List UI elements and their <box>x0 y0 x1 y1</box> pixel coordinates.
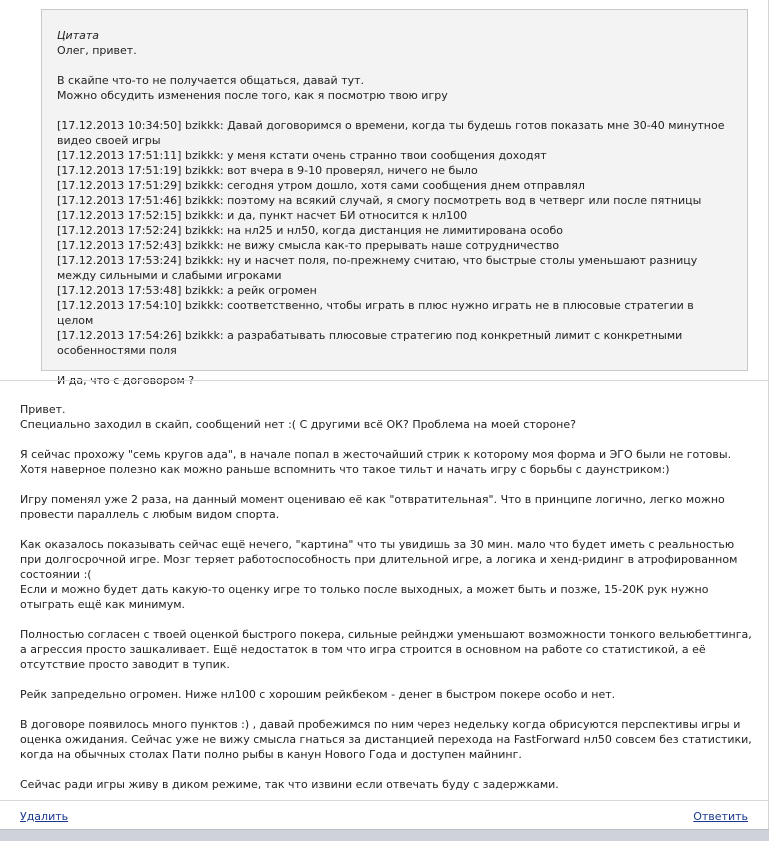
reply-paragraph <box>20 492 755 522</box>
quote-title: Цитата <box>57 29 99 42</box>
reply-line: В договоре появилось много пунктов :) , давай пробежимся по ним через недельку когда обрисуются перспективы игры и оценка ожидания. Сейчас уже не вижу смысла гнаться за дистанцией перехода на FastForward нл50 совсем без статистики, когда на обычных столах Пати полно рыбы в канун Нового Года и доступен майнинг. <box>20 718 752 761</box>
chat-message: [17.12.2013 17:52:24] bzikkk: на нл25 и нл50, когда дистанция не лимитирована особо <box>57 224 564 237</box>
reply-paragraph <box>20 687 755 702</box>
reply-line: Привет. <box>20 403 66 416</box>
chat-message: [17.12.2013 17:51:29] bzikkk: сегодня утром дошло, хотя сами сообщения днем отправлял <box>57 179 585 192</box>
chat-message: [17.12.2013 17:51:19] bzikkk: вот вчера в 9-10 проверял, ничего не было <box>57 164 478 177</box>
reply-body <box>20 402 755 807</box>
chat-message: [17.12.2013 10:34:50] bzikkk: Давай договоримся о времени, когда ты будешь готов показать мне 30-40 минутное видео своей игры <box>57 119 725 147</box>
quote-closing: И да, что с договором ? <box>57 374 195 387</box>
chat-message: [17.12.2013 17:53:48] bzikkk: а рейк огромен <box>57 284 317 297</box>
window-bottom-bar <box>0 829 769 841</box>
reply-line: Сейчас ради игры живу в диком режиме, так что извини если отвечать буду с задержками. <box>20 778 559 791</box>
chat-message: [17.12.2013 17:51:46] bzikkk: поэтому на всякий случай, я смогу посмотреть вод в четверг или после пятницы <box>57 194 702 207</box>
reply-link[interactable]: Ответить <box>693 810 748 823</box>
reply-paragraph <box>20 717 755 762</box>
quote-divider <box>0 380 768 381</box>
reply-paragraph <box>20 447 755 477</box>
reply-paragraph <box>20 402 755 432</box>
reply-line: Как оказалось показывать сейчас ещё нечего, "картина" что ты увидишь за 30 мин. мало что будет иметь с реальностью при долгосрочной игре. Мозг теряет работоспособность при длительной игре, а логика и хенд-ридинг в атрофированном состоянии :( <box>20 538 738 581</box>
quote-intro-line: Можно обсудить изменения после того, как я посмотрю твою игру <box>57 89 448 102</box>
chat-message: [17.12.2013 17:54:26] bzikkk: а разрабатывать плюсовые стратегию под конкретный лимит с конкретными особенностями поля <box>57 329 683 357</box>
reply-paragraph <box>20 627 755 672</box>
chat-message: [17.12.2013 17:52:43] bzikkk: не вижу смысла как-то прерывать наше сотрудничество <box>57 239 560 252</box>
reply-paragraph <box>20 537 755 612</box>
chat-message: [17.12.2013 17:51:11] bzikkk: у меня кстати очень странно твои сообщения доходят <box>57 149 547 162</box>
chat-message: [17.12.2013 17:53:24] bzikkk: ну и насчет поля, по-прежнему считаю, что быстрые столы уменьшают разницу между сильными и слабыми игроками <box>57 254 698 282</box>
reply-line: Рейк запредельно огромен. Ниже нл100 с хорошим рейкбеком - денег в быстром покере особо и нет. <box>20 688 616 701</box>
footer-divider <box>0 800 768 801</box>
chat-message: [17.12.2013 17:52:15] bzikkk: и да, пункт насчет БИ относится к нл100 <box>57 209 468 222</box>
reply-line: Специально заходил в скайп, сообщений нет :( С другими всё ОК? Проблема на моей стороне? <box>20 418 576 431</box>
post-footer <box>0 808 768 828</box>
quote-intro-line: В скайпе что-то не получается общаться, давай тут. <box>57 74 365 87</box>
quote-greeting: Олег, привет. <box>57 44 137 57</box>
reply-line: Полностью согласен с твоей оценкой быстрого покера, сильные рейнджи уменьшают возможности тонкого вельюбеттинга, а агрессия просто зашкаливает. Ещё недостаток в том что игра строится в основном на работе со статистикой, а её отсутствие просто заводит в тупик. <box>20 628 752 671</box>
reply-paragraph <box>20 777 755 792</box>
reply-line: Игру поменял уже 2 раза, на данный момент оцениваю её как "отвратительная". Что в принципе логично, легко можно провести параллель с любым видом спорта. <box>20 493 725 521</box>
quote-block <box>41 9 748 387</box>
delete-link[interactable]: Удалить <box>20 810 69 823</box>
reply-line: Если и можно будет дать какую-то оценку игре то только после выходных, а может быть и позже, 15-20К рук нужно отыграть ещё как минимум. <box>20 583 709 611</box>
chat-message: [17.12.2013 17:54:10] bzikkk: соответственно, чтобы играть в плюс нужно играть не в плюсовые стратегии в целом <box>57 299 694 327</box>
reply-line: Я сейчас прохожу "семь кругов ада", в начале попал в жесточайший стрик к которому моя форма и ЭГО были не готовы. Хотя наверное полезно как можно раньше вспомнить что такое тильт и начать игру с борьбы с даунстриком:) <box>20 448 732 476</box>
